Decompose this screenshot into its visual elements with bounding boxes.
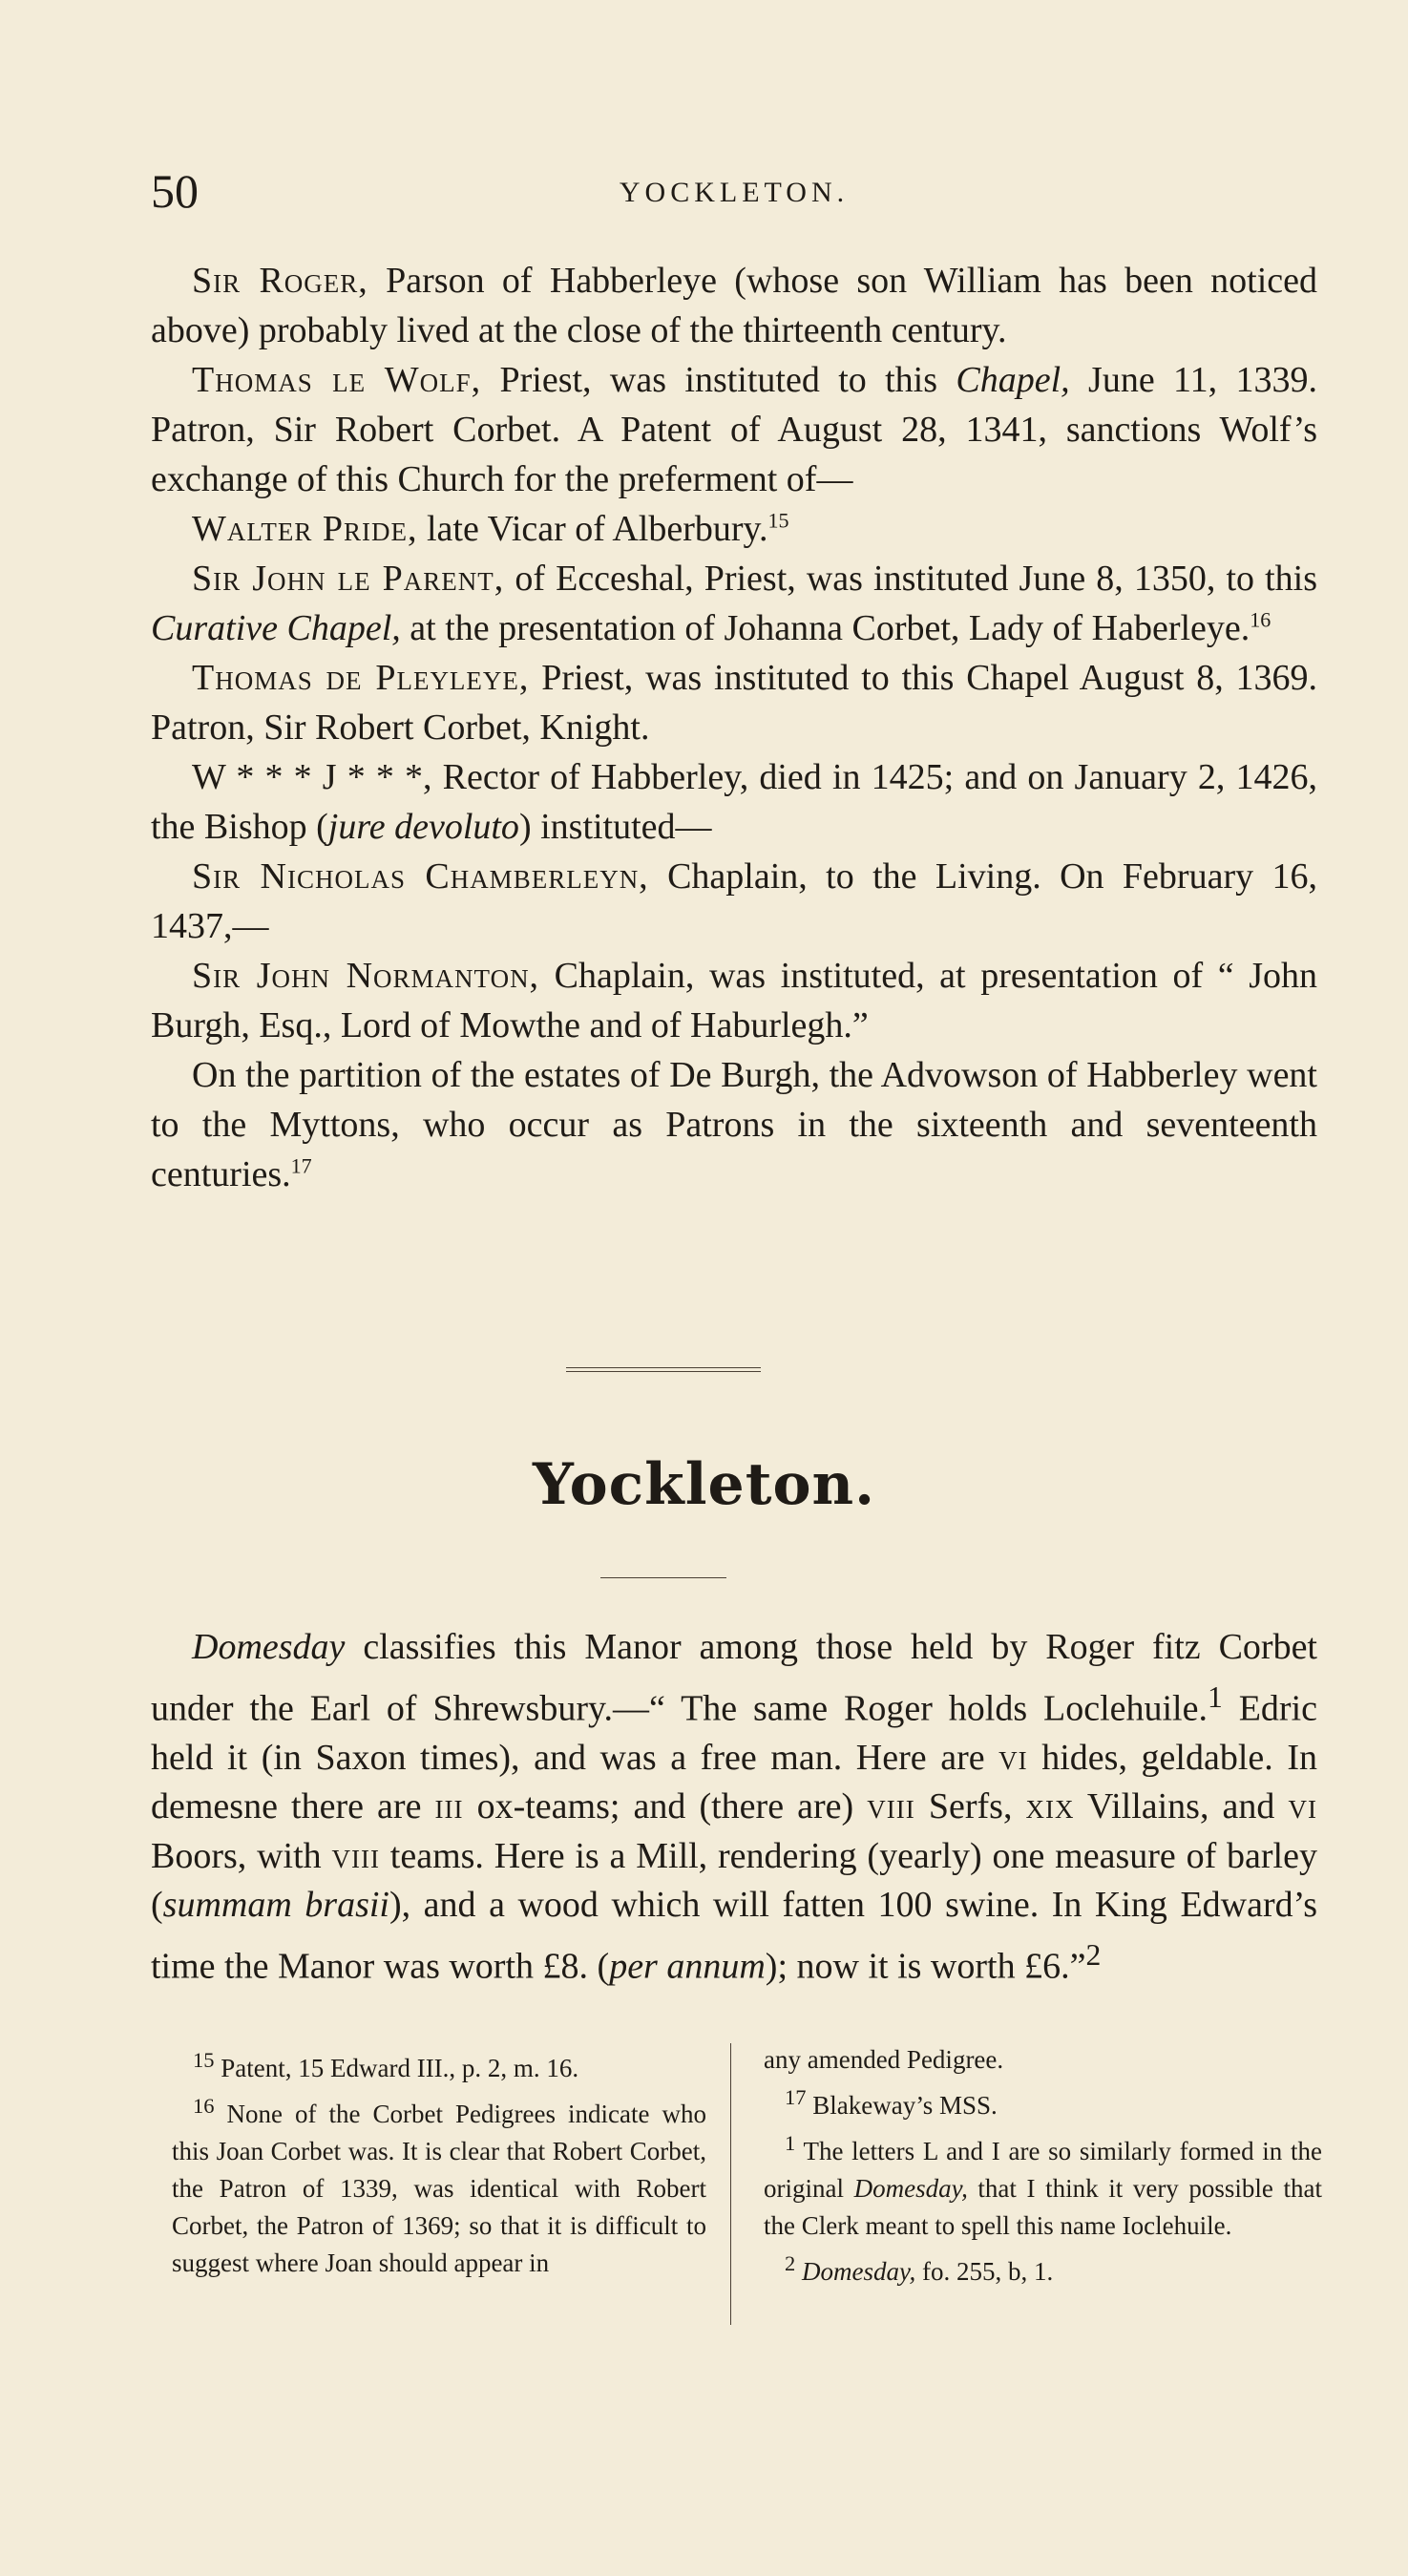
title-rule: [600, 1577, 726, 1578]
paragraph: [151, 554, 1317, 653]
italic-text: Curative Chapel,: [151, 608, 401, 648]
paragraph: [151, 504, 1317, 554]
footnote-ref: 2: [1085, 1937, 1102, 1972]
paragraph: [151, 752, 1317, 852]
text-run: On the partition of the estates of De Burgh, the Advowson of Habberley went to the Myttons, who occur as Patrons in the sixteenth and seventeenth centuries.: [151, 1055, 1317, 1194]
main-text: [151, 256, 1317, 1199]
domesday-body: [151, 1623, 1317, 1992]
text-run: late Vicar of Alberbury.: [417, 509, 768, 549]
text-run: None of the Corbet Pedigrees indicate who this Joan Corbet was. It is clear that Robert Corbet, the Patron of 1339, was identical with Robert Corbet, the Patron of 1369; so that it is difficult to suggest where Joan should appear in: [172, 2100, 706, 2277]
text-run: any amended Pedigree.: [764, 2045, 1004, 2074]
small-caps-text: viii: [867, 1786, 915, 1827]
footnote: [172, 2041, 706, 2087]
small-caps-text: xix: [1025, 1786, 1075, 1827]
section-divider: [566, 1367, 761, 1372]
small-caps-text: Sir Roger,: [192, 261, 368, 301]
small-caps-text: Sir John le Parent,: [192, 559, 505, 599]
italic-text: Chapel,: [956, 360, 1070, 400]
text-run: fo. 255, b, 1.: [915, 2257, 1054, 2286]
text-run: Villains, and: [1074, 1786, 1289, 1827]
paragraph: [151, 951, 1317, 1050]
text-run: [795, 2257, 802, 2286]
text-run: at the presentation of Johanna Corbet, Lady of Haberleye.: [400, 608, 1250, 648]
footnote: [764, 2124, 1322, 2245]
italic-text: Domesday: [192, 1627, 346, 1667]
small-caps-text: Walter Pride,: [192, 509, 418, 549]
footnote: [764, 2079, 1322, 2124]
italic-text: jure devoluto: [327, 807, 519, 847]
text-run: Chaplain, to the Living. On February 16, 1437,—: [151, 856, 1317, 946]
small-caps-text: Thomas le Wolf,: [192, 360, 482, 400]
paragraph: [151, 1050, 1317, 1199]
italic-text: summam brasii: [162, 1885, 389, 1926]
footnote: [764, 2245, 1322, 2291]
text-run: Edric held it (in Saxon times), and was a free man. Here are: [151, 1688, 1317, 1778]
footnote-ref: 16: [1250, 607, 1271, 632]
text-run: Chaplain, was instituted, at presentation of “ John Burgh, Esq., Lord of Mowthe and of Haburlegh.”: [151, 956, 1317, 1045]
text-run: Patent, 15 Edward III., p. 2, m. 16.: [214, 2054, 579, 2082]
small-caps-text: viii: [331, 1835, 380, 1876]
footnote-column-rule: [730, 2043, 731, 2325]
domesday-paragraph: [151, 1623, 1317, 1992]
text-run: that I think it very possible that the Clerk meant to spell this name Ioclehuile.: [764, 2174, 1322, 2240]
text-run: Rector of Habberley, died in 1425; and on January 2, 1426, the Bishop (: [151, 757, 1318, 847]
page-number: 50: [151, 164, 199, 218]
small-caps-text: Thomas de Pleyleye,: [192, 658, 530, 698]
text-run: June 11, 1339. Patron, Sir Robert Corbet. A Patent of August 28, 1341, sanctions Wolf’s exchange of this Church for the preferment of—: [151, 360, 1318, 499]
paragraph: [151, 653, 1317, 752]
paragraph: [151, 256, 1317, 355]
text-run: ), and a wood which will fatten 100 swine. In King Edward’s time the Manor was worth £8. (: [151, 1885, 1317, 1987]
footnote-ref: 16: [193, 2094, 215, 2118]
footnote-ref: 1: [1207, 1679, 1223, 1714]
paragraph: [151, 852, 1317, 951]
text-run: ); now it is worth £6.”: [765, 1946, 1086, 1987]
text-run: Blakeway’s MSS.: [806, 2091, 998, 2120]
small-caps-text: Sir John Normanton,: [192, 956, 540, 996]
footnote-ref: 15: [767, 508, 789, 533]
text-run: ox-teams; and (there are): [463, 1786, 868, 1827]
italic-text: Domesday,: [802, 2257, 916, 2286]
small-caps-text: Sir Nicholas Chamberleyn,: [192, 856, 649, 897]
running-head: YOCKLETON.: [619, 177, 850, 208]
text-run: W * * * J * * *,: [192, 757, 432, 797]
section-title: Yockleton.: [533, 1451, 875, 1518]
text-run: Boors, with: [151, 1835, 332, 1876]
footnotes-right-column: [764, 2041, 1322, 2291]
italic-text: per annum: [609, 1946, 766, 1987]
footnotes-left-column: [172, 2041, 706, 2282]
footnote-ref: 1: [785, 2131, 796, 2155]
text-run: Priest, was instituted to this Chapel August 8, 1369. Patron, Sir Robert Corbet, Knight.: [151, 658, 1317, 748]
text-run: of Ecceshal, Priest, was instituted June 8, 1350, to this: [504, 559, 1317, 599]
text-run: The letters L and I are so similarly formed in the original: [764, 2137, 1322, 2203]
footnote-ref: 15: [193, 2048, 215, 2072]
footnote-ref: 17: [785, 2085, 807, 2109]
footnote: [172, 2087, 706, 2282]
text-run: ) instituted—: [518, 807, 712, 847]
text-run: Parson of Habberleye (whose son William has been noticed above) probably lived at the close of the thirteenth century.: [151, 261, 1317, 350]
page-header: [151, 164, 1317, 224]
small-caps-text: vi: [1288, 1786, 1317, 1827]
small-caps-text: vi: [998, 1737, 1028, 1778]
footnote-ref: 2: [785, 2251, 796, 2275]
small-caps-text: iii: [434, 1786, 464, 1827]
text-run: teams. Here is a Mill, rendering (yearly) one measure of barley (: [151, 1835, 1317, 1926]
text-run: classifies this Manor among those held by Roger fitz Corbet under the Earl of Shrewsbury.—“ The same Roger holds Loclehuile.: [151, 1627, 1317, 1729]
footnote: [764, 2041, 1322, 2079]
italic-text: Domesday,: [853, 2174, 968, 2203]
text-run: Serfs,: [914, 1786, 1026, 1827]
paragraph: [151, 355, 1317, 504]
text-run: Priest, was instituted to this: [481, 360, 956, 400]
footnote-ref: 17: [290, 1153, 312, 1178]
text-run: hides, geldable. In demesne there are: [151, 1737, 1317, 1827]
